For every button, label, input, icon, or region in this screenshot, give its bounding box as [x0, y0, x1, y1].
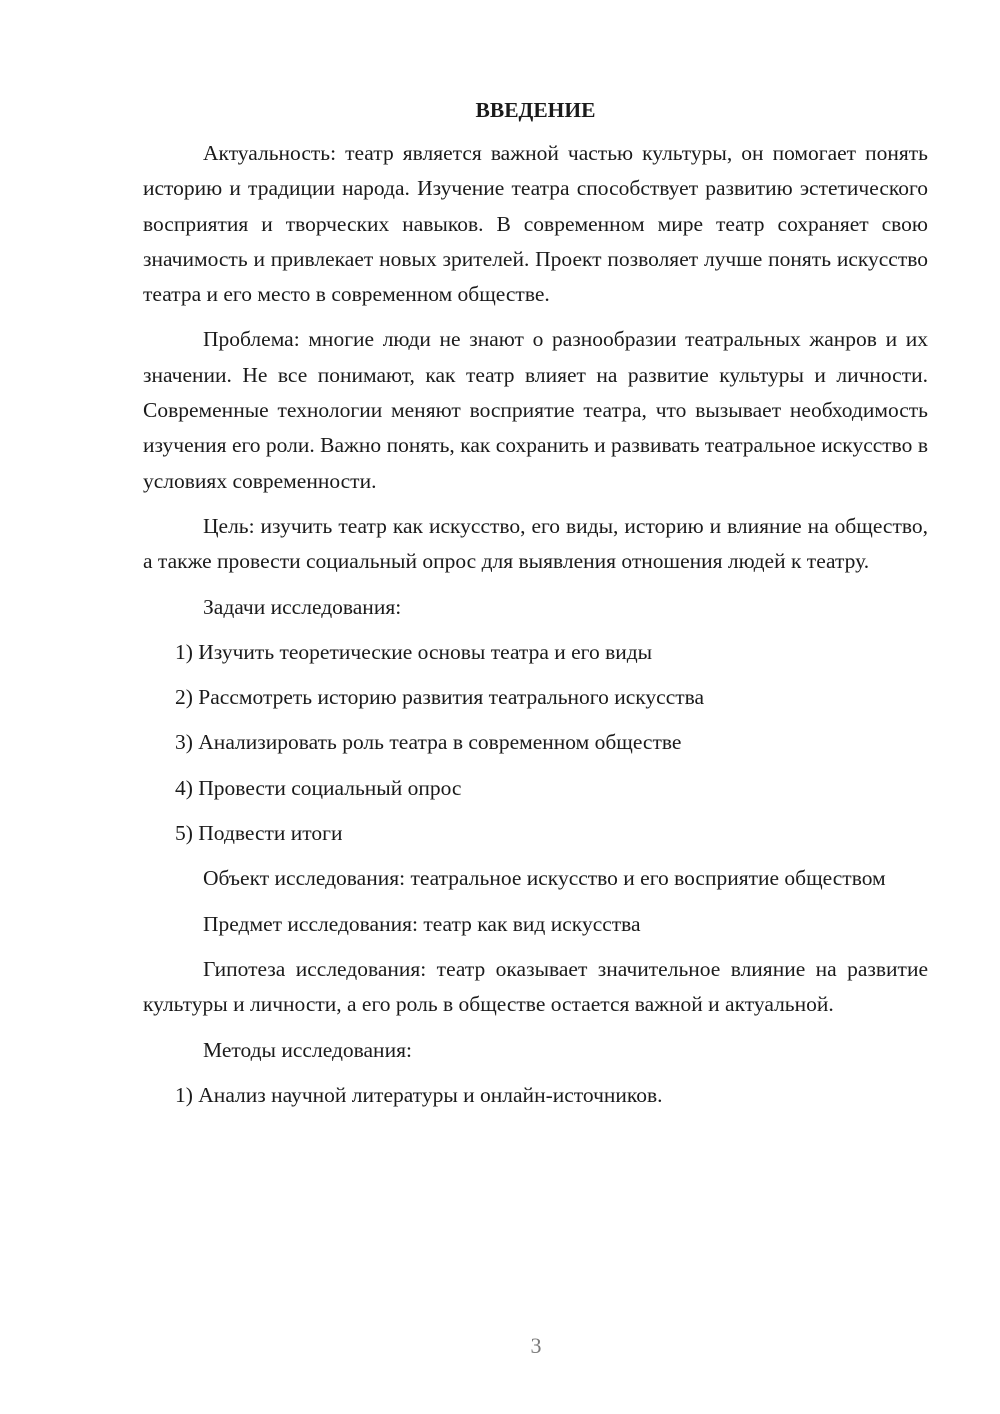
subject-paragraph: Предмет исследования: театр как вид искусства	[203, 911, 641, 936]
object-paragraph: Объект исследования: театральное искусство и его восприятие обществом	[203, 866, 886, 891]
hypothesis-paragraph: Гипотеза исследования: театр оказывает значительное влияние на развитие культуры и личности, а его роль в обществе остается важной и актуальной.	[143, 956, 928, 1017]
list-item: 5) Подвести итоги	[175, 821, 343, 846]
section-heading: ВВЕДЕНИЕ	[475, 98, 596, 122]
methods-list	[143, 1078, 928, 1113]
list-item: 1) Изучить теоретические основы театра и его виды	[175, 639, 653, 664]
relevance-paragraph: Актуальность: театр является важной частью культуры, он помогает понять историю и традиции народа. Изучение театра способствует развитию эстетического восприятия и творческих навыков. В современном мире театр сохраняет свою значимость и привлекает новых зрителей. Проект позволяет лучше понять искусство театра и его место в современном обществе.	[143, 141, 928, 307]
list-item: 4) Провести социальный опрос	[175, 775, 462, 800]
list-item: 2) Рассмотреть историю развития театрального искусства	[175, 685, 705, 710]
page-number: 3	[530, 1333, 542, 1358]
problem-paragraph: Проблема: многие люди не знают о разнообразии театральных жанров и их значении. Не все понимают, как театр влияет на развитие культуры и личности. Современные технологии меняют восприятие театра, что вызывает необходимость изучения его роли. Важно понять, как сохранить и развивать театральное искусство в условиях современности.	[143, 327, 928, 493]
list-item: 3) Анализировать роль театра в современном обществе	[175, 730, 682, 755]
list-item: 1) Анализ научной литературы и онлайн-источников.	[175, 1082, 663, 1107]
methods-title: Методы исследования:	[203, 1037, 412, 1062]
goal-paragraph: Цель: изучить театр как искусство, его виды, историю и влияние на общество, а также провести социальный опрос для выявления отношения людей к театру.	[143, 513, 928, 574]
tasks-list	[143, 635, 928, 851]
tasks-title: Задачи исследования:	[203, 594, 402, 619]
document-page	[143, 92, 928, 1123]
